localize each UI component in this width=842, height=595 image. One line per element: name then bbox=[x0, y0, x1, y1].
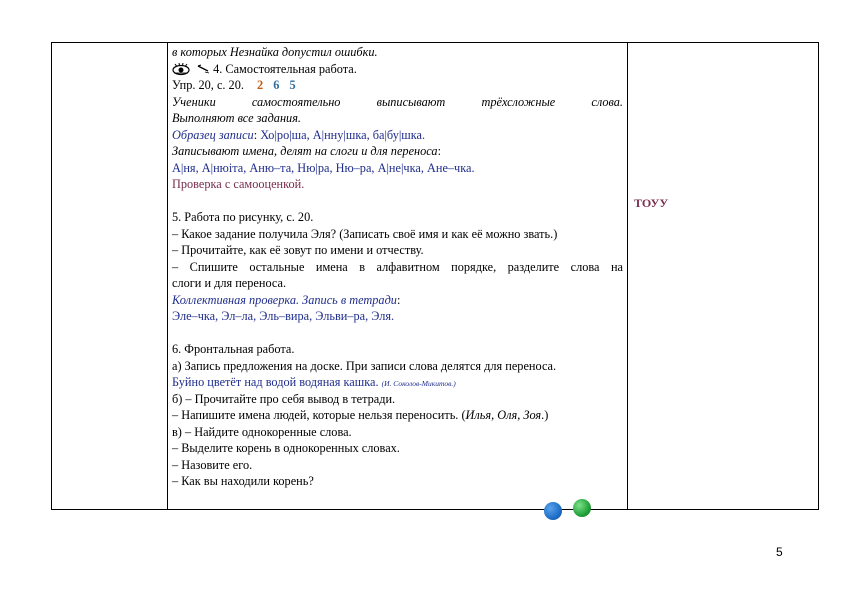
word: трёхсложные bbox=[481, 94, 556, 109]
eye-icon bbox=[172, 63, 210, 77]
column-divider-2 bbox=[167, 43, 168, 509]
text-part: – Напишите имена людей, которые нельзя переносить. ( bbox=[172, 408, 466, 422]
exercise-number: 2 bbox=[257, 78, 264, 92]
text-line: – Какое задание получила Эля? (Записать своё имя и как её можно звать.) bbox=[172, 226, 558, 241]
text-line: Выполняют все задания. bbox=[172, 111, 301, 125]
sample-label: Образец записи bbox=[172, 127, 254, 142]
justified-line bbox=[172, 94, 623, 111]
names-line: А|ня, А|нюіта, Аню–та, Ню|ра, Ню–ра, А|не|чка, Ане–чка. bbox=[172, 160, 475, 175]
side-tag: ТОУУ bbox=[634, 196, 669, 210]
collective-check-line bbox=[172, 292, 623, 309]
sentence-source: (И. Соколов-Микитов.) bbox=[381, 379, 456, 388]
pencil-icon bbox=[198, 65, 209, 73]
green-circle-icon[interactable] bbox=[573, 499, 591, 517]
spacer bbox=[172, 325, 623, 342]
sample-value: Хо|ро|ша, А|нну|шка, ба|бу|шка. bbox=[260, 127, 426, 142]
task-heading: 4. Самостоятельная работа. bbox=[213, 61, 357, 76]
text-line: б) – Прочитайте про себя вывод в тетради. bbox=[172, 391, 396, 406]
lesson-text-column bbox=[172, 44, 623, 490]
spacer bbox=[172, 193, 623, 210]
text-line: – Прочитайте, как её зовут по имени и отчеству. bbox=[172, 243, 424, 257]
sample-line bbox=[172, 127, 623, 144]
word: Ученики bbox=[172, 94, 216, 109]
page-number: 5 bbox=[776, 545, 783, 559]
colon: : bbox=[437, 144, 441, 158]
section-heading: 6. Фронтальная работа. bbox=[172, 342, 295, 356]
text-line: слоги и для переноса. bbox=[172, 276, 287, 290]
check-line: Проверка с самооценкой. bbox=[172, 177, 305, 191]
task-icons bbox=[172, 63, 210, 77]
text-line bbox=[172, 407, 623, 424]
colon: : bbox=[253, 127, 261, 142]
column-divider-3 bbox=[627, 43, 628, 509]
word: слова. bbox=[591, 94, 623, 109]
text-line: в) – Найдите однокоренные слова. bbox=[172, 424, 352, 439]
instruction-text: Записывают имена, делят на слоги и для переноса bbox=[172, 144, 438, 158]
sentence-line bbox=[172, 374, 623, 391]
exercise-ref: Упр. 20, с. 20. bbox=[172, 78, 244, 92]
exercise-number: 5 bbox=[289, 78, 296, 92]
word: самостоятельно bbox=[251, 94, 341, 109]
blue-circle-icon[interactable] bbox=[544, 502, 562, 520]
names-italic: Илья, Оля, Зоя bbox=[465, 408, 542, 422]
text-line: – Выделите корень в однокоренных словах. bbox=[172, 441, 400, 455]
text-line: а) Запись предложения на доске. При записи слова делятся для переноса. bbox=[172, 358, 557, 373]
exercise-number: 6 bbox=[273, 78, 280, 92]
task-heading-line bbox=[172, 61, 623, 78]
exercise-line bbox=[172, 77, 623, 94]
column-divider-4 bbox=[818, 43, 819, 509]
column-divider-1 bbox=[51, 43, 52, 509]
word: выписывают bbox=[376, 94, 446, 109]
text-line: – Как вы находили корень? bbox=[172, 474, 314, 488]
names-line: Эле–чка, Эл–ла, Эль–вира, Эльви–ра, Эля. bbox=[172, 309, 395, 323]
justified-line: – Спишите остальные имена в алфавитном порядке, разделите слова на bbox=[172, 259, 623, 274]
section-heading: 5. Работа по рисунку, с. 20. bbox=[172, 210, 314, 224]
lesson-table bbox=[51, 42, 819, 510]
colon: : bbox=[396, 292, 401, 307]
text-line: – Назовите его. bbox=[172, 457, 253, 472]
text-part: .) bbox=[541, 408, 549, 422]
instruction-line bbox=[172, 143, 623, 160]
text-line: в которых Незнайка допустил ошибки. bbox=[172, 45, 378, 59]
collective-check-label: Коллективная проверка. Запись в тетради bbox=[172, 292, 397, 307]
sentence-text: Буйно цветёт над водой водяная кашка. bbox=[172, 375, 379, 389]
